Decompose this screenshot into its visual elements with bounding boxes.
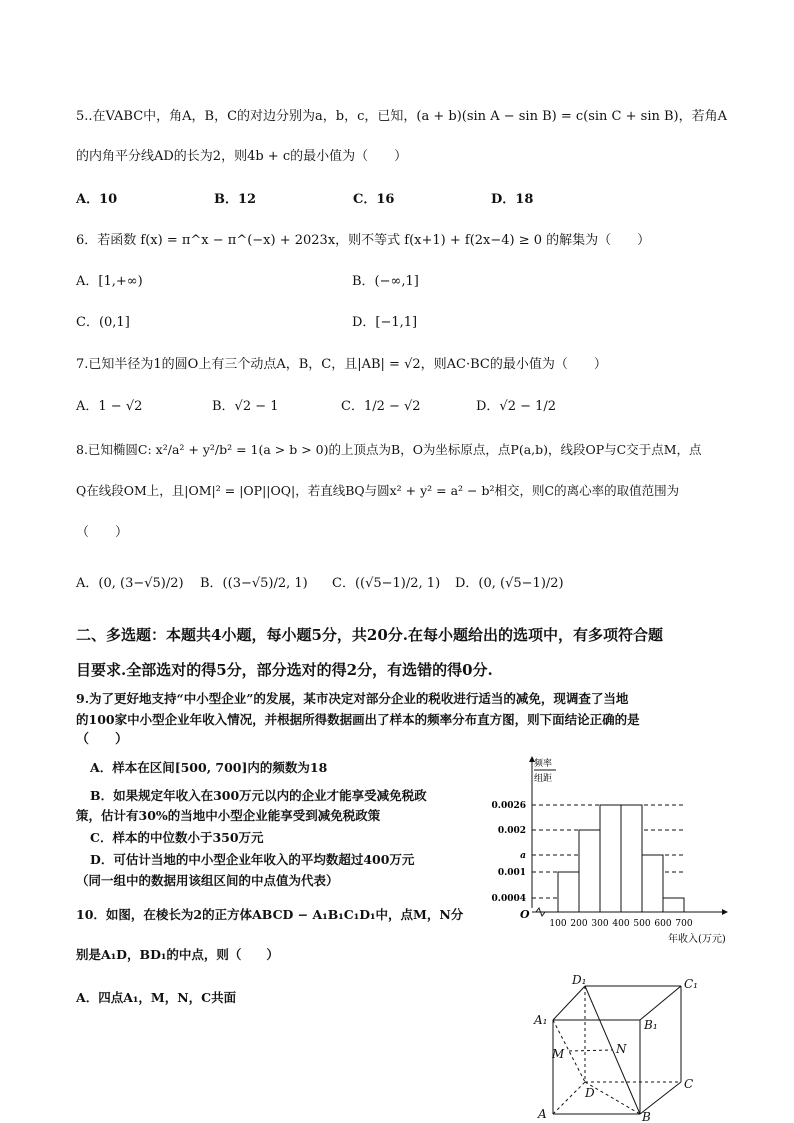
q8-stem-line1: 8.已知椭圆C: x²/a² + y²/b² = 1(a > b > 0)的上顶点为B，O为坐标原点，点P(a,b)，线段OP与C交于点M，点: [76, 442, 702, 457]
q5-option-d: D．18: [491, 192, 534, 207]
q9-stem-line3: （ ）: [76, 732, 129, 747]
q10-stem-line2: 别是A₁D，BD₁的中点，则（ ）: [76, 947, 279, 962]
q7-option-a: A．1 − √2: [76, 399, 143, 414]
y-tick-label: 0.002: [497, 826, 526, 836]
x-tick-label: 600: [654, 919, 672, 929]
label-d1: D₁: [572, 973, 587, 987]
edge-a1-d1: [553, 986, 585, 1020]
q9-stem-line2: 的100家中小型企业年收入情况，并根据所得数据画出了样本的频率分布直方图，则下面结论正确的是: [76, 712, 640, 727]
q7-option-b: B．√2 − 1: [212, 399, 279, 414]
q8-option-b: B．((3−√5)/2, 1): [200, 576, 308, 591]
q6-stem: 6．若函数 f(x) = π^x − π^(−x) + 2023x，则不等式 f(x+1) + f(2x−4) ≥ 0 的解集为（ ）: [76, 233, 651, 248]
q5-stem-line2: 的内角平分线AD的长为2，则4b + c的最小值为（ ）: [76, 149, 408, 164]
label-d: D: [585, 1086, 595, 1100]
y-tick-label: 0.0026: [491, 801, 526, 811]
x-tick-label: 200: [570, 919, 588, 929]
q8-option-d: D．(0, (√5−1)/2): [455, 576, 564, 591]
histogram-bar: [558, 872, 579, 912]
frequency-histogram: [470, 752, 740, 947]
q6-option-d: D．[−1,1]: [352, 315, 418, 330]
histogram-bar: [663, 898, 684, 912]
label-a: A: [538, 1107, 547, 1121]
section2-heading-line2: 目要求.全部选对的得5分，部分选对的得2分，有选错的得0分.: [76, 661, 493, 679]
x-axis-label: 年收入(万元): [668, 934, 726, 945]
q9-option-b-line2: 策，估计有30%的当地中小型企业能享受到减免税政策: [76, 808, 381, 823]
edge-b1-c1: [640, 986, 681, 1020]
y-tick-label: 0.0004: [491, 894, 526, 904]
q7-option-c: C．1/2 − √2: [341, 399, 421, 414]
edge-m-n: [569, 1050, 612, 1051]
x-tick-label: 500: [633, 919, 651, 929]
q8-stem-line3: （ ）: [76, 525, 129, 540]
q6-option-c: C．(0,1]: [76, 315, 130, 330]
histogram-bar: [642, 855, 663, 912]
q9-stem-line1: 9.为了更好地支持“中小型企业”的发展，某市决定对部分企业的税收进行适当的减免，现调查了当地: [76, 691, 629, 706]
label-c: C: [684, 1077, 694, 1091]
label-m: M: [552, 1047, 565, 1061]
x-tick-label: 100: [549, 919, 567, 929]
q5-option-b: B．12: [214, 192, 257, 207]
y-axis-label-top: 频率: [534, 759, 553, 769]
q10-stem-line1: 10．如图，在棱长为2的正方体ABCD − A₁B₁C₁D₁中，点M，N分: [76, 907, 464, 922]
edge-a-d: [553, 1082, 585, 1114]
q9-note: （同一组中的数据用该组区间的中点值为代表）: [76, 873, 339, 888]
q7-option-d: D．√2 − 1/2: [476, 399, 557, 414]
y-axis-label-bottom: 组距: [534, 774, 553, 784]
q5-option-a: A．10: [76, 192, 118, 207]
section2-heading-line1: 二、多选题：本题共4小题，每小题5分，共20分.在每小题给出的选项中，有多项符合题: [76, 626, 663, 644]
q8-option-c: C．((√5−1)/2, 1): [332, 576, 441, 591]
q5-option-c: C．16: [353, 192, 395, 207]
q6-option-b: B．(−∞,1]: [352, 274, 419, 289]
q9-option-d: D．可估计当地的中小型企业年收入的平均数超过400万元: [90, 852, 415, 867]
x-tick-label: 700: [675, 919, 693, 929]
q8-stem-line2: Q在线段OM上，且|OM|² = |OP||OQ|，若直线BQ与圆x² + y² = a² − b²相交，则C的离心率的取值范围为: [76, 483, 680, 498]
cube-figure: [530, 972, 710, 1122]
x-axis-arrow: [722, 909, 728, 915]
q7-stem: 7.已知半径为1的圆O上有三个动点A，B，C，且|AB| = √2，则AC·BC的最小值为（ ）: [76, 357, 607, 372]
q5-stem-line1: 5..在VABC中，角A，B，C的对边分别为a，b，c，已知，(a + b)(sin A − sin B) = c(sin C + sin B)，若角A: [76, 109, 727, 124]
q9-option-c: C．样本的中位数小于350万元: [90, 830, 264, 845]
histogram-bar: [579, 830, 600, 912]
q8-option-a: A．(0, (3−√5)/2): [76, 576, 184, 591]
x-tick-label: 300: [591, 919, 609, 929]
label-b: B: [642, 1110, 651, 1122]
q10-option-a: A．四点A₁，M，N，C共面: [76, 990, 237, 1005]
y-tick-label: 0.001: [497, 868, 526, 878]
label-c1: C₁: [684, 977, 698, 991]
q9-option-b-line1: B．如果规定年收入在300万元以内的企业才能享受减免税政: [90, 788, 427, 803]
label-b1: B₁: [644, 1018, 658, 1032]
label-a1: A₁: [534, 1013, 548, 1027]
q6-option-a: A．[1,+∞): [76, 274, 143, 289]
x-tick-label: 400: [612, 919, 630, 929]
histogram-bar: [621, 805, 642, 912]
y-tick-label: a: [520, 851, 526, 861]
histogram-bar: [600, 805, 621, 912]
origin-label: O: [520, 908, 530, 921]
label-n: N: [616, 1042, 627, 1056]
q9-option-a: A．样本在区间[500, 700]内的频数为18: [90, 760, 328, 775]
